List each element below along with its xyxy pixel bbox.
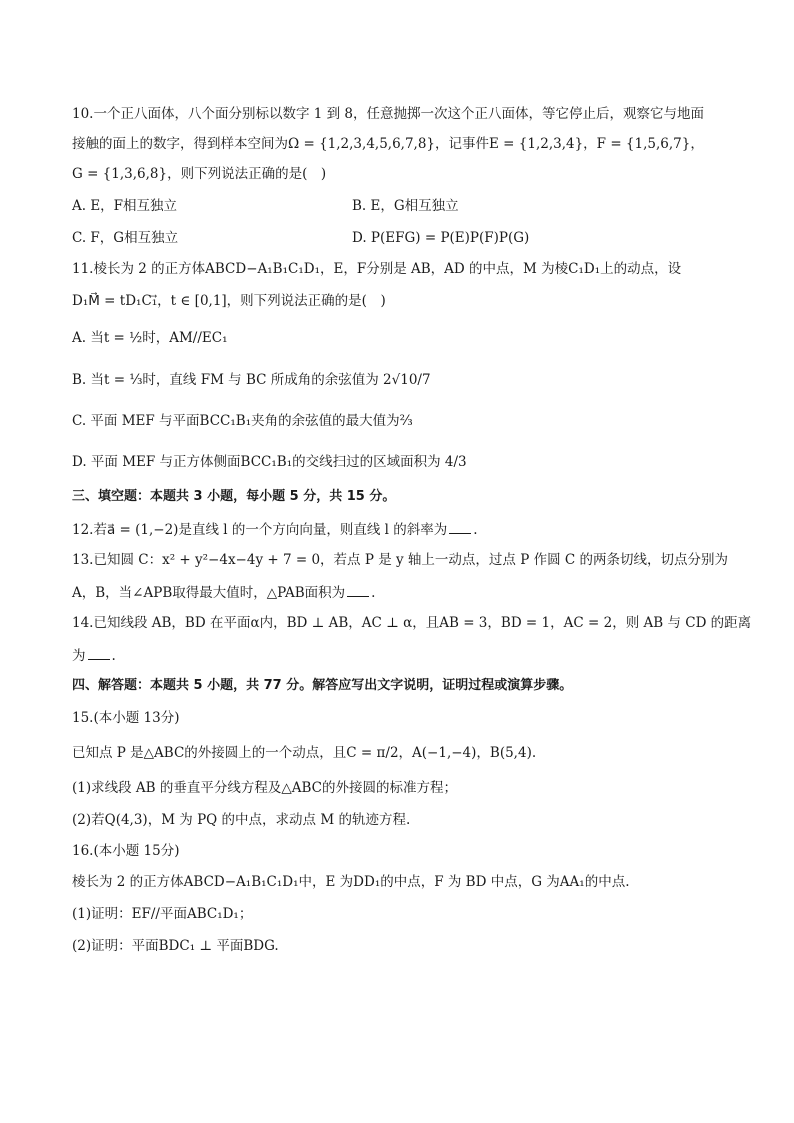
answer-blank (449, 521, 471, 534)
q11-option-c: C. 平面 MEF 与平面BCC₁B₁夹角的余弦值的最大值为⅔ (72, 413, 413, 429)
q11-option-b: B. 当t = ⅓时，直线 FM 与 BC 所成角的余弦值为 2√10/7 (72, 372, 431, 388)
q14-stem-line1: 14.已知线段 AB，BD 在平面α内，BD ⊥ AB，AC ⊥ α，且AB = 3，BD = 1，AC = 2，则 AB 与 CD 的距离 (72, 615, 752, 631)
q10-stem-line1: 10.一个正八面体，八个面分别标以数字 1 到 8，任意抛掷一次这个正八面体，等它停止后，观察它与地面 (72, 106, 705, 122)
q11-stem-line1: 11.棱长为 2 的正方体ABCD−A₁B₁C₁D₁，E，F分别是 AB，AD 的中点，M 为棱C₁D₁上的动点，设 (72, 261, 682, 277)
section-4-heading: 四、解答题：本题共 5 小题，共 77 分。解答应写出文字说明，证明过程或演算步骤。 (72, 678, 573, 693)
q15-stem: 已知点 P 是△ABC的外接圆上的一个动点，且C = π/2，A(−1,−4)，B(5,4). (72, 745, 537, 761)
q13-stem-line2 (72, 584, 375, 601)
answer-blank (88, 647, 110, 660)
q11-option-d: D. 平面 MEF 与正方体侧面BCC₁B₁的交线扫过的区域面积为 4/3 (72, 454, 467, 470)
q10-option-a: A. E，F相互独立 (72, 198, 178, 214)
q10-stem-line3: G = {1,3,6,8}，则下列说法正确的是( ) (72, 166, 327, 182)
q11-stem-line2: D₁M⃗ = tD₁C₁⃗，t ∈ [0,1]，则下列说法正确的是( ) (72, 293, 386, 309)
answer-blank (347, 584, 369, 597)
q13-text: A，B，当∠APB取得最大值时，△PAB面积为 (72, 585, 346, 601)
q10-option-b: B. E，G相互独立 (352, 198, 459, 214)
q14-end: . (111, 648, 116, 664)
q15-title: 15.(本小题 13分) (72, 710, 180, 726)
q10-option-d: D. P(EFG) = P(E)P(F)P(G) (352, 230, 530, 246)
section-3-heading: 三、填空题：本题共 3 小题，每小题 5 分，共 15 分。 (72, 489, 396, 504)
q13-end: . (371, 585, 376, 601)
q16-part1: (1)证明：EF//平面ABC₁D₁； (72, 906, 253, 922)
q14-text: 为 (72, 648, 86, 664)
q16-part2: (2)证明：平面BDC₁ ⊥ 平面BDG. (72, 938, 279, 954)
q14-stem-line2 (72, 647, 116, 664)
q16-title: 16.(本小题 15分) (72, 843, 180, 859)
q12-stem (72, 521, 478, 538)
q12-text: 12.若a⃗ = (1,−2)是直线 l 的一个方向向量，则直线 l 的斜率为 (72, 522, 448, 538)
q16-stem: 棱长为 2 的正方体ABCD−A₁B₁C₁D₁中，E 为DD₁的中点，F 为 BD 中点，G 为AA₁的中点. (72, 874, 630, 890)
q12-end: . (473, 522, 478, 538)
q10-stem-line2: 接触的面上的数字，得到样本空间为Ω = {1,2,3,4,5,6,7,8}，记事件E = {1,2,3,4}，F = {1,5,6,7}， (72, 136, 704, 152)
q10-option-c: C. F，G相互独立 (72, 230, 179, 246)
q15-part2: (2)若Q(4,3)，M 为 PQ 的中点，求动点 M 的轨迹方程. (72, 812, 411, 828)
q15-part1: (1)求线段 AB 的垂直平分线方程及△ABC的外接圆的标准方程； (72, 780, 458, 796)
q11-option-a: A. 当t = ½时，AM//EC₁ (72, 330, 228, 346)
q13-stem-line1: 13.已知圆 C：x² + y²−4x−4y + 7 = 0，若点 P 是 y 轴上一动点，过点 P 作圆 C 的两条切线，切点分别为 (72, 552, 729, 568)
